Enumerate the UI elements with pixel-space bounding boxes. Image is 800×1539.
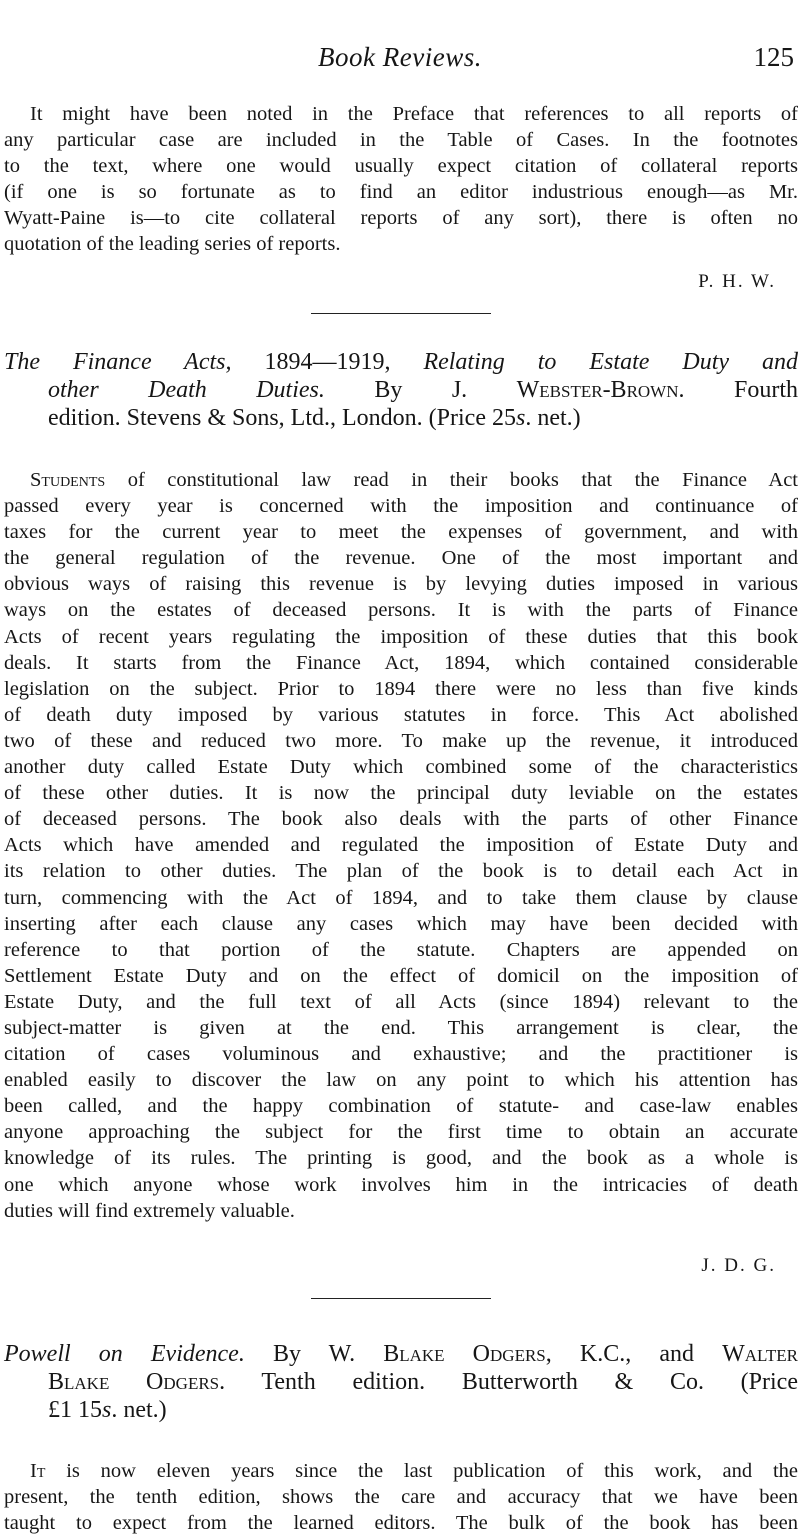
section-divider <box>311 313 491 314</box>
text-line: the general regulation of the revenue. One of the most important and <box>4 547 798 570</box>
review-1-paragraph <box>4 101 798 258</box>
text-line: anyone approaching the subject for the first time to obtain an accurate <box>4 1121 798 1144</box>
text-line: of death duty imposed by various statutes in force. This Act abolished <box>4 703 798 726</box>
text-line: legislation on the subject. Prior to 1894 there were no less than five kinds <box>4 677 798 700</box>
text-line: been called, and the happy combination of statute- and case-law enables <box>4 1095 798 1118</box>
author-name: Walter <box>722 1341 798 1367</box>
review-1-body <box>4 101 798 258</box>
text-line: inserting after each clause any cases which may have been decided with <box>4 912 798 935</box>
text-line: taught to expect from the learned editors. The bulk of the book has been <box>4 1512 798 1535</box>
reviewer-signature: J. D. G. <box>701 1255 776 1276</box>
review-2-body <box>4 467 798 1224</box>
review-3-body <box>4 1458 798 1536</box>
text-line: Wyatt-Paine is—to cite collateral reports of any sort), there is often no <box>4 207 798 230</box>
text-line: reference to that portion of the statute. Chapters are appended on <box>4 938 798 961</box>
text-line: of these other duties. It is now the principal duty leviable on the estates <box>4 782 798 805</box>
text-line: (if one is so fortunate as to find an editor industrious enough—as Mr. <box>4 181 798 204</box>
text-line: knowledge of its rules. The printing is good, and the book as a whole is <box>4 1147 798 1170</box>
text-line: ways on the estates of deceased persons. It is with the parts of Finance <box>4 599 798 622</box>
text-line: It is now eleven years since the last publication of this work, and the <box>30 1460 798 1482</box>
review-2-title: The Finance Acts, 1894—1919, Relating to Estate Duty and other Death Duties. By J. Webster-Brown. Fourth edition. Stevens & Sons, Ltd., London. (Price 25s. net.) <box>4 349 798 431</box>
text-line: Acts which have amended and regulated the imposition of Estate Duty and <box>4 834 798 857</box>
text-line: enabled easily to discover the law on any point to which his attention has <box>4 1069 798 1092</box>
text-line: Settlement Estate Duty and on the effect of domicil on the imposition of <box>4 964 798 987</box>
text-line: taxes for the current year to meet the expenses of government, and with <box>4 521 798 544</box>
running-title: Book Reviews. <box>318 42 482 72</box>
text-line: It might have been noted in the Preface that references to all reports of <box>30 103 798 125</box>
text-line: turn, commencing with the Act of 1894, and to take them clause by clause <box>4 886 798 909</box>
section-divider <box>311 1298 491 1299</box>
author-name: Blake Odgers <box>383 1341 546 1367</box>
text-line: subject-matter is given at the end. This arrangement is clear, the <box>4 1016 798 1039</box>
page-number: 125 <box>753 42 794 72</box>
reviewer-signature: P. H. W. <box>698 271 776 292</box>
text-line: citation of cases voluminous and exhaustive; and the practitioner is <box>4 1043 798 1066</box>
text-line: one which anyone whose work involves him in the intricacies of death <box>4 1173 798 1196</box>
text-line: its relation to other duties. The plan of the book is to detail each Act in <box>4 860 798 883</box>
text-line: duties will find extremely valuable. <box>4 1199 295 1222</box>
text-line: Students of constitutional law read in their books that the Finance Act <box>30 469 798 491</box>
review-2-paragraph <box>4 467 798 1224</box>
text-line: quotation of the leading series of reports. <box>4 233 341 256</box>
text-line: Estate Duty, and the full text of all Acts (since 1894) relevant to the <box>4 990 798 1013</box>
text-line: passed every year is concerned with the imposition and continuance of <box>4 495 798 518</box>
page-header <box>0 42 800 82</box>
text-line: another duty called Estate Duty which combined some of the characteristics <box>4 756 798 779</box>
review-3-title: Powell on Evidence. By W. Blake Odgers, K.C., and Walter Blake Odgers. Tenth edition. Butterworth & Co. (Price £1 15s. net.) <box>4 1341 798 1423</box>
text-line: Acts of recent years regulating the imposition of these duties that this book <box>4 625 798 648</box>
text-line: of deceased persons. The book also deals with the parts of other Finance <box>4 808 798 831</box>
text-line: two of these and reduced two more. To make up the revenue, it introduced <box>4 729 798 752</box>
text-line: to the text, where one would usually expect citation of collateral reports <box>4 155 798 178</box>
text-line: present, the tenth edition, shows the care and accuracy that we have been <box>4 1486 798 1509</box>
text-line: obvious ways of raising this revenue is by levying duties imposed in various <box>4 573 798 596</box>
author-name: Blake Odgers <box>48 1369 220 1395</box>
text-line: any particular case are included in the Table of Cases. In the footnotes <box>4 129 798 152</box>
review-3-paragraph <box>4 1458 798 1536</box>
author-name: Webster-Brown <box>516 377 679 403</box>
text-line: deals. It starts from the Finance Act, 1894, which contained considerable <box>4 651 798 674</box>
